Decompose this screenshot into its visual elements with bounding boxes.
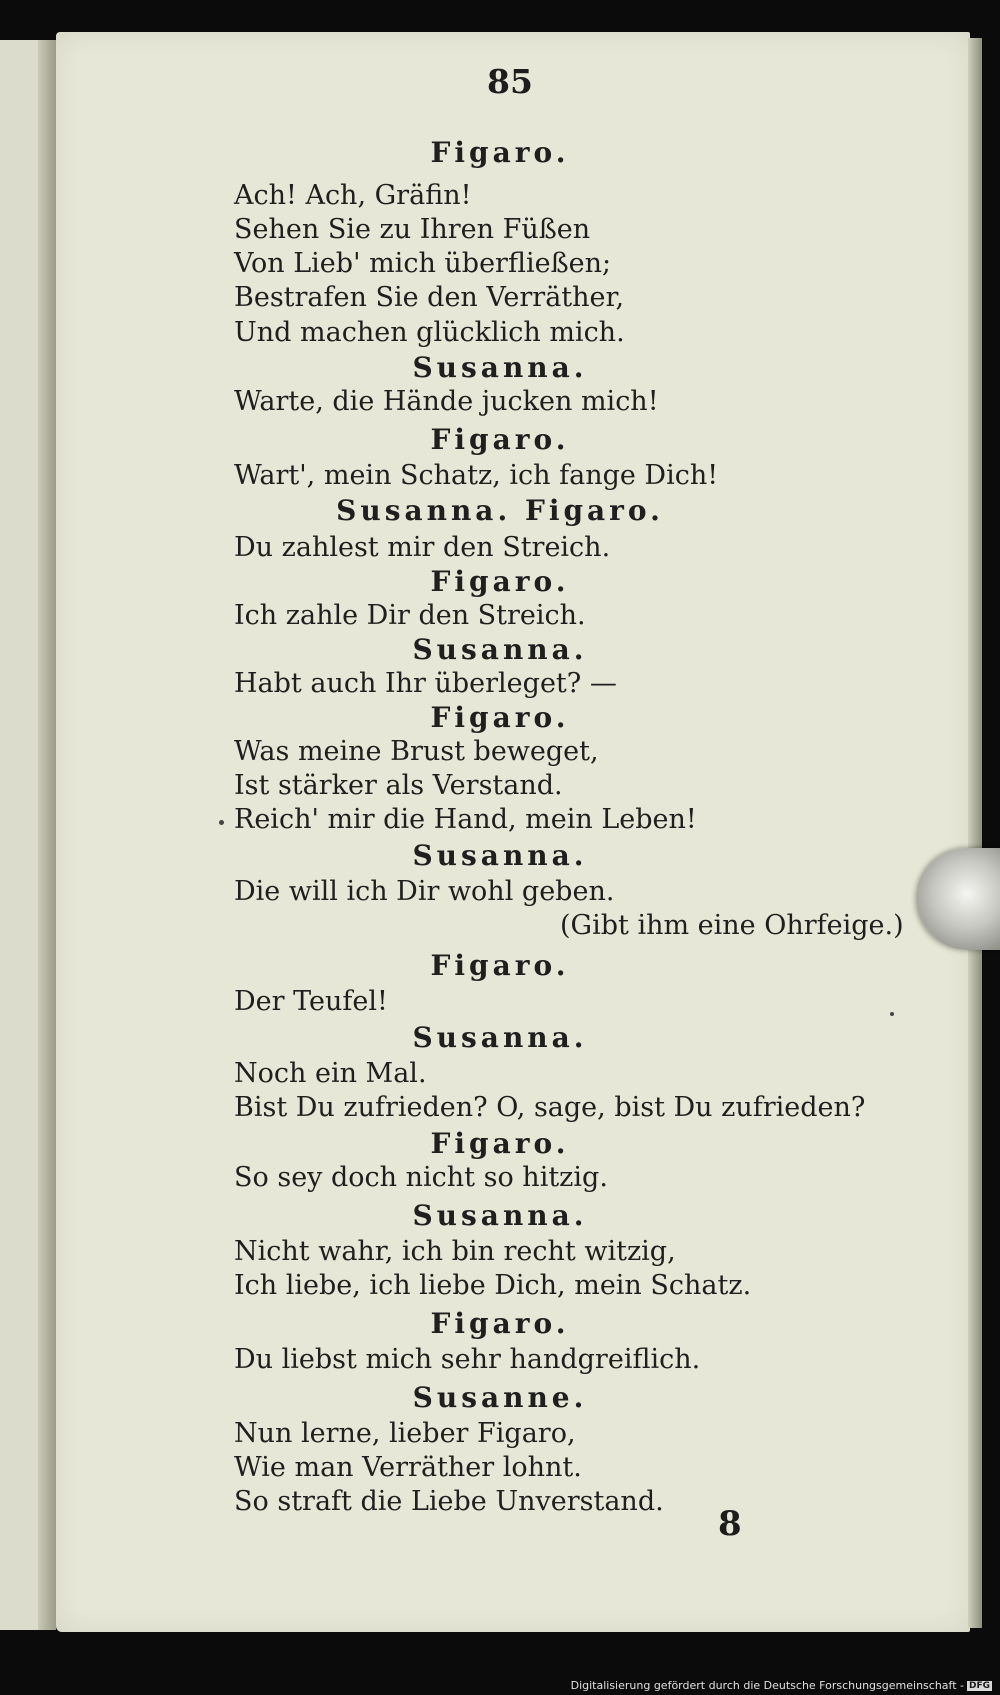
verse-line: Du zahlest mir den Streich.: [234, 532, 611, 563]
verse-line: Ach! Ach, Gräfin!: [234, 180, 472, 211]
verse-line: Reich' mir die Hand, mein Leben!: [234, 804, 697, 835]
page-number: 85: [487, 62, 533, 101]
ink-speck: [219, 820, 224, 825]
verse-line: Der Teufel!: [234, 986, 388, 1017]
verse-line: Sehen Sie zu Ihren Füßen: [234, 214, 591, 245]
speaker-name: Figaro.: [430, 565, 570, 598]
verse-line: Ich zahle Dir den Streich.: [234, 600, 586, 631]
verse-line: Von Lieb' mich überfließen;: [234, 248, 612, 279]
speaker-name: Figaro.: [430, 949, 570, 982]
speaker-name: Figaro.: [430, 423, 570, 456]
digitization-credit: [571, 1679, 992, 1692]
verse-line: Bist Du zufrieden? O, sage, bist Du zufrieden?: [234, 1092, 866, 1123]
speaker-name: Figaro.: [430, 1127, 570, 1160]
speaker-name: Susanna.: [412, 839, 588, 872]
speaker-name: Susanna.: [412, 633, 588, 666]
speaker-name: Figaro.: [430, 1307, 570, 1340]
credit-text: Digitalisierung gefördert durch die Deutsche Forschungsgemeinschaft -: [570, 1679, 964, 1692]
verse-line: Du liebst mich sehr handgreiflich.: [234, 1344, 701, 1375]
speaker-name: Susanne.: [412, 1381, 588, 1414]
speaker-name: Susanna.: [412, 351, 588, 384]
verse-line: Und machen glücklich mich.: [234, 317, 625, 348]
verse-line: Was meine Brust beweget,: [234, 736, 599, 767]
stage-direction: (Gibt ihm eine Ohrfeige.): [560, 910, 904, 941]
verse-line: Ich liebe, ich liebe Dich, mein Schatz.: [234, 1270, 752, 1301]
speaker-name: Susanna. Figaro.: [336, 494, 664, 527]
speaker-name: Figaro.: [430, 701, 570, 734]
verse-line: Ist stärker als Verstand.: [234, 770, 563, 801]
verse-line: Wart', mein Schatz, ich fange Dich!: [234, 460, 719, 491]
speaker-name: Susanna.: [412, 1021, 588, 1054]
verse-line: Nun lerne, lieber Figaro,: [234, 1418, 576, 1449]
verse-line: Bestrafen Sie den Verräther,: [234, 282, 625, 313]
verse-line: Wie man Verräther lohnt.: [234, 1452, 582, 1483]
signature-mark: 8: [718, 1504, 742, 1544]
verse-line: Warte, die Hände jucken mich!: [234, 386, 659, 417]
speaker-name: Figaro.: [430, 136, 570, 169]
verse-line: Noch ein Mal.: [234, 1058, 427, 1089]
dfg-logo: DFG: [968, 1681, 990, 1691]
verse-line: So sey doch nicht so hitzig.: [234, 1162, 608, 1193]
verse-line: So straft die Liebe Unverstand.: [234, 1486, 664, 1517]
verse-line: Nicht wahr, ich bin recht witzig,: [234, 1236, 676, 1267]
verse-line: Die will ich Dir wohl geben.: [234, 876, 615, 907]
ink-speck: [890, 1012, 894, 1016]
verse-line: Habt auch Ihr überleget? —: [234, 668, 617, 699]
speaker-name: Susanna.: [412, 1199, 588, 1232]
